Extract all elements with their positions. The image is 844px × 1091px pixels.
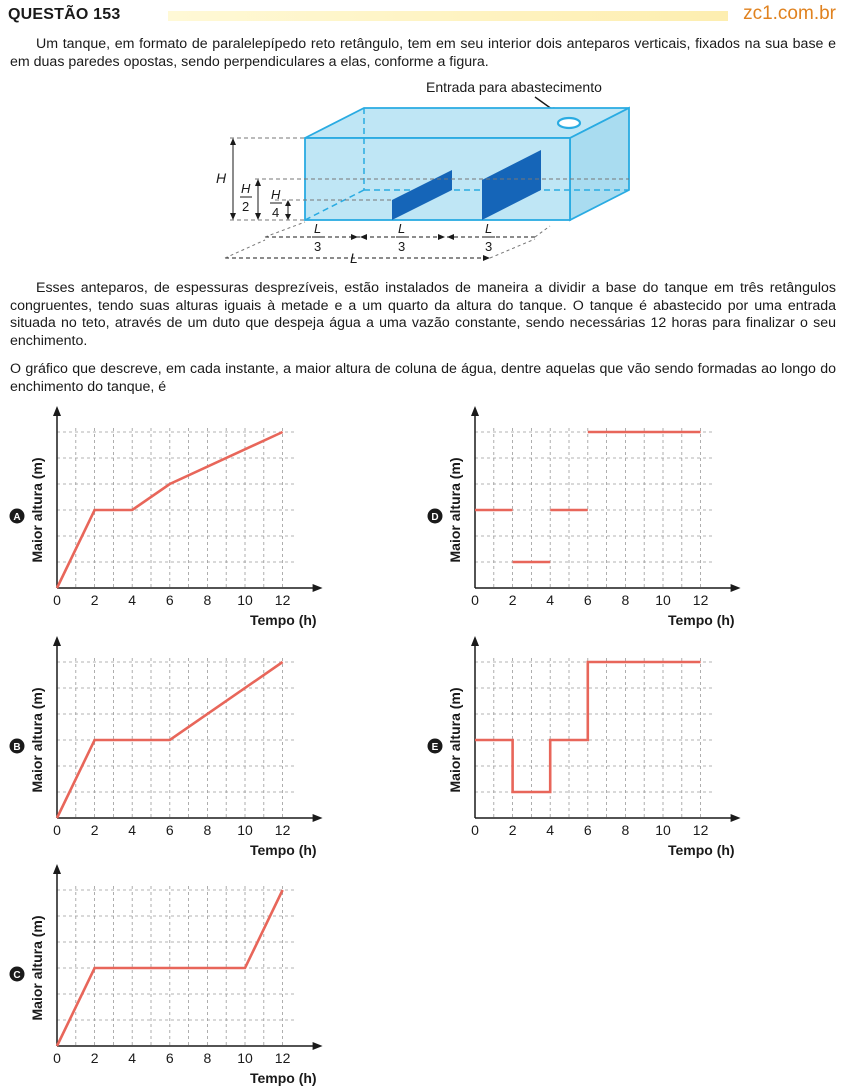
label-L-third-num: L [485,221,493,236]
x-tick-label: 10 [237,1050,253,1066]
x-axis-label: Tempo (h) [667,612,735,628]
x-tick-label: 12 [274,822,291,838]
label-L-third-num: L [314,221,322,236]
intro-text: Um tanque, em formato de paralelepípedo reto retângulo, tem em seu interior dois anteparos verticais, fixados na sua base e em duas paredes opostas, sendo perpendiculares a elas, conforme a figura. [10,36,836,70]
option-letter[interactable]: D [431,512,439,523]
label-H: H [216,170,227,186]
x-tick-label: 10 [237,822,253,838]
question-paragraph [10,361,836,396]
series-line [57,890,283,1046]
x-tick-label: 4 [546,822,555,838]
x-tick-label: 6 [165,822,174,838]
question-text: O gráfico que descreve, em cada instante, a maior altura de coluna de água, dentre aquelas que vão sendo formadas ao longo do enchimento do tanque, é [10,361,836,395]
y-axis-arrowhead [471,406,479,416]
extension-line [490,239,535,258]
x-tick-label: 2 [90,822,99,838]
chart-svg [4,630,334,860]
y-axis-arrowhead [53,636,61,646]
y-axis-label: Maior altura (m) [29,915,45,1021]
x-tick-label: 2 [90,1050,99,1066]
x-tick-label: 10 [655,822,671,838]
option-letter[interactable]: E [431,742,439,753]
x-tick-label: 10 [237,592,253,608]
body-text: Esses anteparos, de espessuras desprezíveis, estão instalados de maneira a dividir a base do tanque em três retângulos congruentes, tendo suas alturas iguais à metade e a um quarto da altura do tanque. O tanque é abastecido por uma entrada situada no teto, através de um duto que despeja água a uma vazão constante, sendo necessárias 12 horas para finalizar o seu enchimento. [10,280,836,349]
x-tick-label: 0 [53,592,61,608]
x-tick-label: 6 [165,1050,174,1066]
intro-paragraph [10,36,836,71]
chart-svg [4,400,334,630]
chart-svg [4,858,334,1088]
x-tick-label: 8 [203,592,212,608]
x-axis-arrowhead [313,584,323,592]
extension-line [265,222,305,237]
arrowhead [360,234,367,240]
extension-line [535,226,550,237]
option-a-chart[interactable] [4,400,334,630]
y-axis-label: Maior altura (m) [29,687,45,793]
x-tick-label: 2 [508,822,517,838]
option-letter[interactable]: A [13,512,21,523]
x-tick-label: 12 [274,1050,291,1066]
x-axis-arrowhead [731,814,741,822]
option-letter[interactable]: B [13,742,21,753]
x-tick-label: 2 [508,592,517,608]
label-L-third-den: 3 [485,239,493,254]
label-H-half-den: 2 [242,199,250,214]
x-tick-label: 4 [128,592,137,608]
x-tick-label: 0 [471,592,479,608]
x-tick-label: 12 [692,592,709,608]
x-tick-label: 2 [90,592,99,608]
y-axis-arrowhead [53,406,61,416]
x-tick-label: 8 [621,822,630,838]
option-c-chart[interactable] [4,858,334,1088]
chart-svg [422,400,752,630]
arrowhead [285,200,291,206]
label-H-quarter-den: 4 [272,205,280,220]
x-tick-label: 4 [546,592,555,608]
series-line [57,432,283,588]
label-H-quarter-num: H [271,187,281,202]
y-axis-arrowhead [471,636,479,646]
x-tick-label: 0 [53,822,61,838]
x-axis-label: Tempo (h) [249,612,317,628]
label-L-third-num: L [398,221,406,236]
x-tick-label: 12 [692,822,709,838]
x-axis-label: Tempo (h) [249,842,317,858]
x-tick-label: 10 [655,592,671,608]
option-letter[interactable]: C [13,970,21,981]
x-tick-label: 8 [203,822,212,838]
y-axis-label: Maior altura (m) [29,457,45,563]
y-axis-arrowhead [53,864,61,874]
x-axis-arrowhead [313,814,323,822]
arrowhead [255,213,261,220]
arrowhead [351,234,358,240]
site-watermark[interactable]: zc1.com.br [743,3,836,24]
y-axis-label: Maior altura (m) [447,687,463,793]
arrowhead [285,214,291,220]
x-axis-arrowhead [313,1042,323,1050]
series-line [57,662,283,818]
x-axis-label: Tempo (h) [249,1070,317,1086]
label-L-third-den: 3 [398,239,406,254]
option-b-chart[interactable] [4,630,334,860]
x-tick-label: 6 [583,592,592,608]
x-axis-label: Tempo (h) [667,842,735,858]
inlet-label: Entrada para abastecimento [426,79,602,95]
x-tick-label: 4 [128,1050,137,1066]
x-tick-label: 6 [165,592,174,608]
arrowhead [255,179,261,186]
arrowhead [230,138,236,145]
label-L: L [350,250,358,266]
x-tick-label: 6 [583,822,592,838]
question-header [8,5,836,25]
x-tick-label: 0 [471,822,479,838]
question-title: QUESTÃO 153 [8,6,121,23]
arrowhead [483,255,490,261]
label-H-half-num: H [241,181,251,196]
x-tick-label: 8 [203,1050,212,1066]
option-d-chart[interactable] [422,400,752,630]
extension-line [225,240,265,258]
arrowhead [230,213,236,220]
body-paragraph [10,280,836,350]
label-L-third-den: 3 [314,239,322,254]
header-highlight-bar [168,11,728,21]
x-tick-label: 4 [128,822,137,838]
x-tick-label: 0 [53,1050,61,1066]
x-tick-label: 12 [274,592,291,608]
arrowhead [447,234,454,240]
x-axis-arrowhead [731,584,741,592]
chart-svg [422,630,752,860]
inlet-opening [558,118,580,128]
option-e-chart[interactable] [422,630,752,860]
tank-figure [210,76,640,268]
y-axis-label: Maior altura (m) [447,457,463,563]
arrowhead [438,234,445,240]
x-tick-label: 8 [621,592,630,608]
